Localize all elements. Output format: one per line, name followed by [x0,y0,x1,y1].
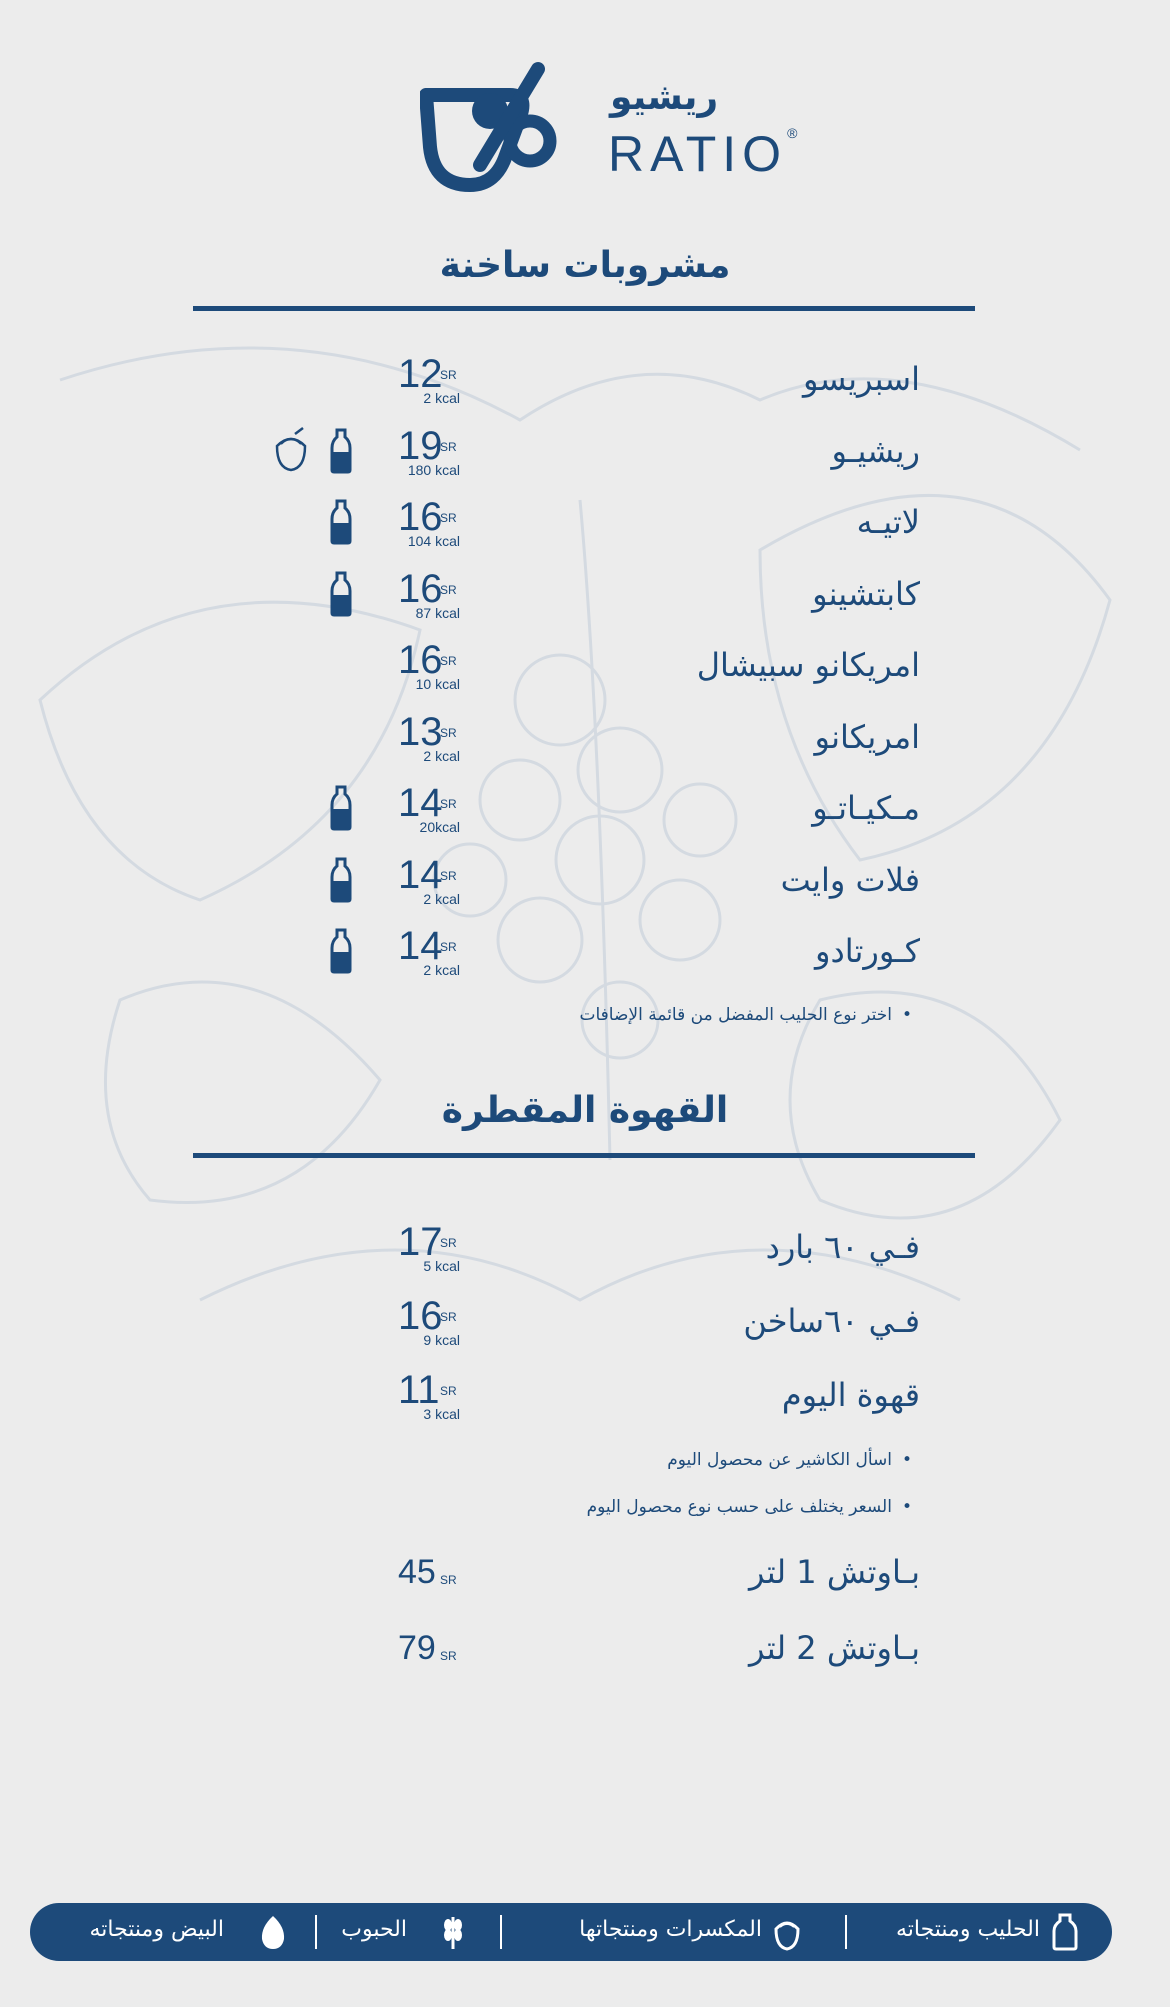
menu-item-row [0,709,1170,778]
menu-item-price: 45 [398,1553,436,1591]
calorie-label: 2 kcal [423,747,460,764]
milk-icon [330,857,352,903]
menu-item-name: امريكانو [814,717,920,756]
currency-label: SR [440,1236,457,1250]
menu-item-row [0,781,1170,849]
currency-label: SR [440,1384,457,1398]
legend-separator [315,1915,317,1949]
calorie-label: 3 kcal [423,1406,460,1422]
batch-item-row [0,1553,1170,1613]
menu-item-name: قهوة اليوم [781,1376,920,1414]
menu-item-row [0,1294,1170,1362]
menu-item-price: 16 [398,566,443,611]
section-divider [193,306,975,311]
menu-item-name: بـاوتش 1 لتر [749,1553,920,1591]
calorie-label: 87 kcal [415,604,460,621]
legend-nuts-label: المكسرات ومنتجاتها [579,1917,762,1942]
currency-label: SR [440,582,457,597]
menu-item-price: 19 [398,423,443,468]
milk-icon [330,428,352,474]
milk-icon [330,928,352,974]
wheat-icon [438,1913,468,1951]
brand-name-arabic: ريشيو [610,77,719,118]
calorie-label: 10 kcal [415,676,460,692]
milk-icon [330,571,352,617]
brand-name-latin: RATIO® [608,125,804,182]
calorie-label: 2 kcal [423,890,460,907]
menu-item-price: 14 [398,781,443,825]
menu-item-row [0,423,1170,492]
menu-item-name: بـاوتش 2 لتر [749,1629,920,1667]
section-divider [193,1153,975,1158]
calorie-label: 2 kcal [423,962,460,978]
currency-label: SR [440,1310,457,1324]
drip-note-1: •اسأل الكاشير عن محصول اليوم [667,1450,912,1470]
calorie-label: 9 kcal [423,1332,460,1348]
currency-label: SR [440,868,457,883]
menu-item-price: 17 [398,1220,443,1264]
batch-item-row [0,1629,1170,1689]
currency-label: SR [440,725,457,740]
nut-icon [772,1913,802,1951]
calorie-label: 104 kcal [407,533,460,549]
currency-label: SR [440,797,457,811]
menu-item-price: 14 [398,852,443,897]
brand-logo [420,55,804,205]
currency-label: SR [440,654,457,668]
menu-item-price: 14 [398,924,443,968]
legend-separator [500,1915,502,1949]
calorie-label: 180 kcal [407,461,460,478]
menu-item-row [0,638,1170,706]
calorie-label: 5 kcal [423,1258,460,1274]
menu-item-row [0,566,1170,635]
drip-note-2: •السعر يختلف على حسب نوع محصول اليوم [586,1497,912,1517]
menu-item-name: فـي ٦٠ساخن [743,1302,920,1340]
egg-icon [258,1913,288,1951]
menu-item-price: 16 [398,638,443,682]
menu-item-name: كابتشينو [812,574,920,613]
milk-icon [1050,1913,1080,1951]
section-title-drip-coffee: القهوة المقطرة [441,1090,729,1131]
milk-icon [330,499,352,545]
calorie-label: 20kcal [419,819,460,835]
currency-label: SR [440,439,457,454]
menu-item-name: مـكيـاتـو [812,789,920,827]
ratio-logo-icon [420,55,570,205]
currency-label: SR [440,1573,457,1587]
menu-item-name: اسبريسو [803,360,920,398]
section-title-hot-drinks: مشروبات ساخنة [439,245,731,286]
legend-grains-label: الحبوب [341,1917,407,1942]
calorie-label: 2 kcal [423,390,460,406]
menu-item-row [0,1220,1170,1288]
menu-item-row [0,352,1170,420]
menu-item-row [0,1368,1170,1436]
currency-label: SR [440,511,457,525]
milk-note: •اختر نوع الحليب المفضل من قائمة الإضافات [579,1005,912,1025]
legend-eggs-label: البيض ومنتجاته [89,1917,224,1942]
currency-label: SR [440,940,457,954]
legend-separator [845,1915,847,1949]
menu-item-name: كـورتادو [815,932,920,970]
menu-item-price: 12 [398,352,443,396]
menu-item-price: 16 [398,1294,443,1338]
menu-item-name: فلات وايت [780,860,920,899]
menu-item-price: 79 [398,1629,436,1667]
menu-item-name: امريكانو سبيشال [696,646,920,684]
menu-item-row [0,924,1170,992]
currency-label: SR [440,368,457,382]
menu-item-name: لاتيـه [856,503,920,541]
milk-icon [330,785,352,831]
menu-item-price: 11 [398,1368,440,1412]
menu-item-price: 16 [398,495,443,539]
nut-icon [273,426,309,472]
menu-item-price: 13 [398,709,443,754]
currency-label: SR [440,1649,457,1663]
allergen-legend [30,1903,1112,1961]
menu-item-name: ريشيـو [831,431,920,470]
legend-milk-label: الحليب ومنتجاته [895,1917,1040,1942]
menu-item-row [0,495,1170,563]
menu-item-row [0,852,1170,921]
menu-item-name: فـي ٦٠ بارد [765,1228,920,1266]
